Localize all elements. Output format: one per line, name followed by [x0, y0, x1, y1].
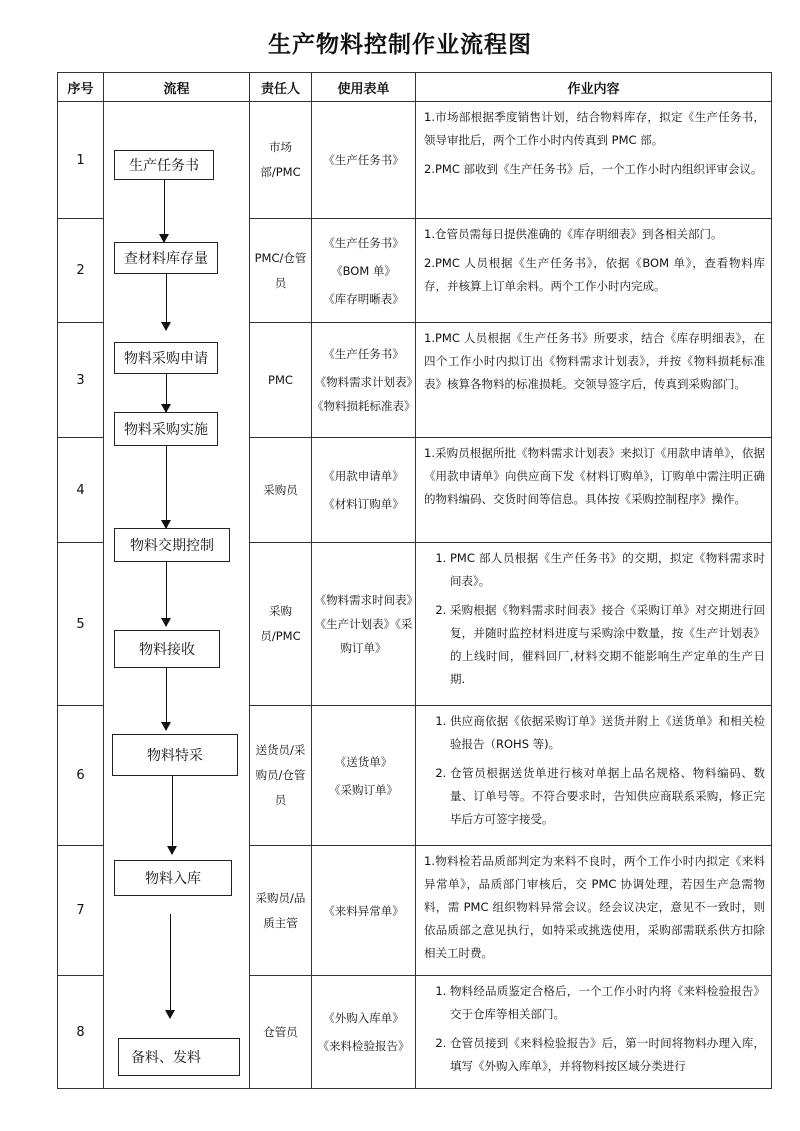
header-flow: 流程 [104, 73, 250, 102]
flowchart-column [104, 102, 250, 1089]
row-content [416, 543, 772, 706]
row-forms [312, 706, 416, 846]
flow-step-material-issue: 备料、发料 [118, 1038, 240, 1076]
flow-step-production-order: 生产任务书 [114, 150, 214, 180]
page-title: 生产物料控制作业流程图 [268, 32, 532, 58]
flow-step-material-receipt: 物料接收 [114, 630, 220, 668]
flow-step-warehousing: 物料入库 [114, 860, 232, 896]
row-person: 仓管员 [250, 976, 312, 1089]
flow-step-delivery-control: 物料交期控制 [114, 528, 230, 562]
flow-arrow [170, 914, 171, 1018]
row-seq: 2 [58, 219, 104, 323]
row-content [416, 102, 772, 219]
row-content [416, 323, 772, 438]
content-item: 2. 采购根据《物料需求时间表》接合《采购订单》对交期进行回复，并随时监控材料进度与采购涂中数量，按《生产计划表》的上线时间，催料回厂,材料交期不能影响生产定单的生产日期. [450, 599, 765, 691]
flow-step-special-acceptance: 物料特采 [112, 734, 238, 776]
row-forms [312, 846, 416, 976]
content-item: 2. 仓管员接到《来料检验报告》后，第一时间将物料办理入库，填写《外购入库单》，并将物料按区域分类进行 [450, 1032, 765, 1078]
content-item: 1. 供应商依据《依据采购订单》送货并附上《送货单》和相关检验报告（ROHS 等)。 [450, 710, 765, 756]
form-name: 《来料异常单》 [323, 903, 404, 918]
flow-arrow [166, 562, 167, 626]
row-seq: 7 [58, 846, 104, 976]
row-person: 送货员/采购员/仓管员 [250, 706, 312, 846]
row-content [416, 706, 772, 846]
flow-arrow [166, 374, 167, 412]
row-seq: 1 [58, 102, 104, 219]
content-item: 1.物料检若品质部判定为来料不良时，两个工作小时内拟定《来料异常单》，品质部门审核后，交 PMC 协调处理，若因生产急需物料，需 PMC 组织物料异常会议。经会议决定，意见不一致时，则依品质部之意见执行，如特采或挑选使用，采购部需联系供方扣除相关工时费。 [424, 854, 765, 960]
row-person: 市场部/PMC [250, 102, 312, 219]
form-name: 《生产任务书》 [323, 347, 404, 361]
row-content [416, 976, 772, 1089]
header-content: 作业内容 [416, 73, 772, 102]
content-item: 2. 仓管员根据送货单进行核对单据上品名规格、物料编码、数量、订单号等。不符合要求时，告知供应商联系采购，修正完毕后方可签字接受。 [450, 762, 765, 831]
form-name: 《BOM 单》 [331, 263, 396, 278]
row-forms [312, 102, 416, 219]
row-forms [312, 543, 416, 706]
row-seq: 6 [58, 706, 104, 846]
row-seq: 3 [58, 323, 104, 438]
flow-arrow [166, 274, 167, 330]
table-header-row [58, 73, 772, 102]
row-forms [312, 219, 416, 323]
header-forms: 使用表单 [312, 73, 416, 102]
row-seq: 8 [58, 976, 104, 1089]
flow-step-purchase-request: 物料采购申请 [114, 342, 218, 374]
form-name: 《物料需求时间表》《生产计划表》《采购订单》 [314, 593, 413, 655]
content-item: 2.PMC 部收到《生产任务书》后，一个工作小时内组织评审会议。 [424, 162, 763, 176]
row-content [416, 219, 772, 323]
content-item: 1.采购员根据所批《物料需求计划表》来拟订《用款申请单》，依据《用款申请单》向供应商下发《材料订购单》，订购单中需注明正确的物料编码、交货时间等信息。具体按《采购控制程序》操作。 [424, 446, 765, 506]
flow-arrow [164, 180, 165, 242]
row-person: 采购员 [250, 438, 312, 543]
row-person: PMC/仓管员 [250, 219, 312, 323]
table-row [58, 102, 772, 219]
form-name: 《采购订单》 [329, 782, 398, 797]
row-person: 采购员/品质主管 [250, 846, 312, 976]
header-seq: 序号 [58, 73, 104, 102]
flow-step-purchase-execution: 物料采购实施 [114, 412, 218, 446]
row-person: PMC [250, 323, 312, 438]
process-table [57, 72, 772, 1089]
header-person: 责任人 [250, 73, 312, 102]
form-name: 《生产任务书》 [323, 153, 404, 167]
flow-arrow [166, 668, 167, 730]
form-name: 《库存明晰表》 [323, 291, 404, 306]
content-item: 2.PMC 人员根据《生产任务书》，依据《BOM 单》，查看物料库存，并核算上订单余料。两个工作小时内完成。 [424, 256, 765, 293]
form-name: 《生产任务书》 [323, 235, 404, 250]
row-forms [312, 976, 416, 1089]
content-item: 1. PMC 部人员根据《生产任务书》的交期，拟定《物料需求时间表》。 [450, 547, 765, 593]
row-forms [312, 438, 416, 543]
form-name: 《来料检验报告》 [317, 1039, 410, 1053]
flow-arrow [172, 776, 173, 854]
flow-arrow [166, 446, 167, 528]
row-seq: 4 [58, 438, 104, 543]
form-name: 《用款申请单》 [323, 469, 404, 483]
row-seq: 5 [58, 543, 104, 706]
row-person: 采购员/PMC [250, 543, 312, 706]
flow-step-check-inventory: 查材料库存量 [114, 242, 218, 274]
content-item: 1.市场部根据季度销售计划，结合物料库存，拟定《生产任务书，领导审批后，两个工作小时内传真到 PMC 部。 [424, 110, 765, 147]
content-item: 1.PMC 人员根据《生产任务书》所要求，结合《库存明细表》，在四个工作小时内拟订出《物料需求计划表》，并按《物料损耗标准表》核算各物料的标准损耗。交领导签字后，传真到采购部门。 [424, 331, 765, 391]
row-forms [312, 323, 416, 438]
content-item: 1.仓管员需每日提供准确的《库存明细表》到各相关部门。 [424, 227, 723, 241]
form-name: 《材料订购单》 [323, 497, 404, 511]
form-name: 《外购入库单》 [323, 1011, 404, 1025]
row-content [416, 846, 772, 976]
form-name: 《物料需求计划表》《物料损耗标准表》 [312, 375, 416, 413]
form-name: 《送货单》 [334, 754, 393, 769]
row-content [416, 438, 772, 543]
content-item: 1. 物料经品质鉴定合格后，一个工作小时内将《来料检验报告》交于仓库等相关部门。 [450, 980, 765, 1026]
